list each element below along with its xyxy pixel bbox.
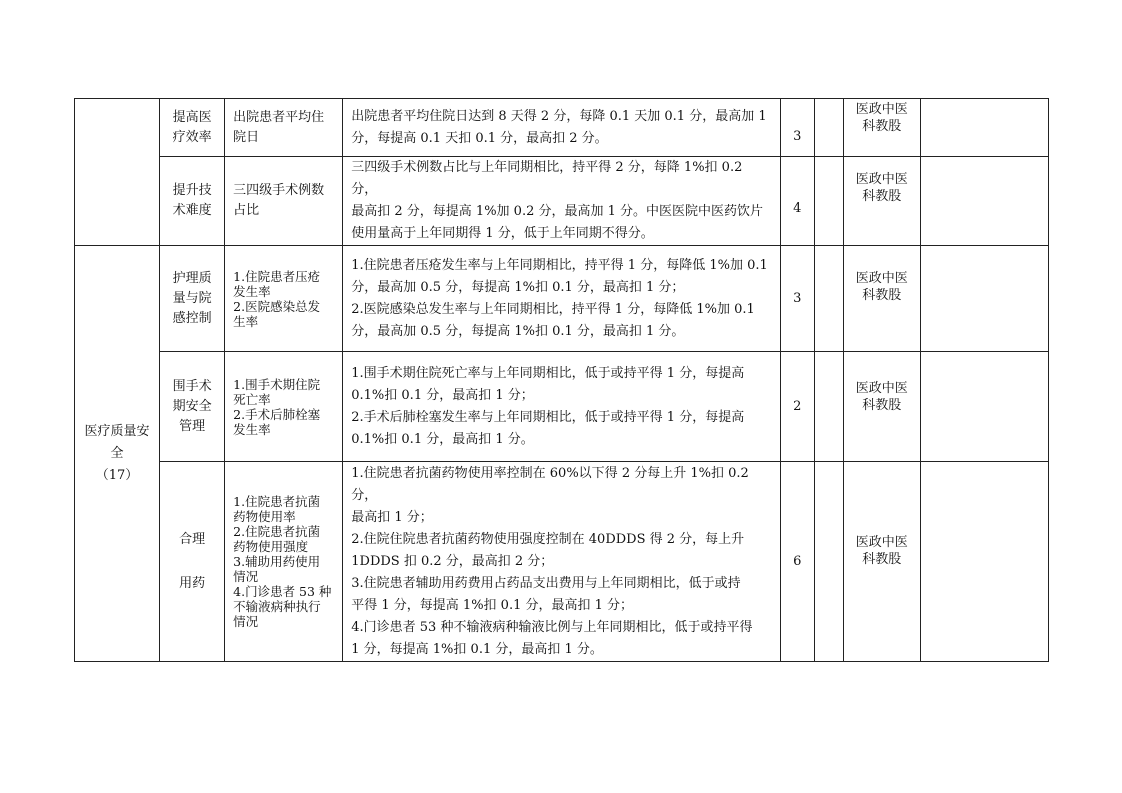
standard-cell <box>343 157 780 246</box>
indicator-line: 生率 <box>233 313 259 329</box>
dept-line: 医政中医 <box>855 271 908 286</box>
score-cell: 3 <box>780 246 814 352</box>
standard-line: 3.住院患者辅助用药费用占药品支出费用与上年同期相比，低于或持 <box>351 575 741 591</box>
score-cell: 6 <box>780 462 814 662</box>
indicator-line: 药物使用率 <box>233 509 296 524</box>
table-row <box>75 99 1049 157</box>
category-cell-empty <box>75 99 160 246</box>
standard-line: 使用量高于上年同期得 1 分，低于上年同期不得分。 <box>351 226 654 241</box>
dept-line: 科教股 <box>862 398 902 413</box>
category-score: （17） <box>95 467 139 483</box>
indicator-line: 药物使用强度 <box>233 539 309 554</box>
table-row <box>75 352 1049 462</box>
indicator-line: 1.住院患者抗菌 <box>233 494 321 509</box>
subcategory-line: 疗效率 <box>172 129 212 145</box>
blank-cell <box>814 246 843 352</box>
subcategory-line: 护理质 <box>172 270 212 286</box>
indicator-cell <box>225 462 343 662</box>
dept-line: 医政中医 <box>855 381 908 396</box>
standard-cell <box>343 99 780 157</box>
note-cell <box>920 462 1048 662</box>
indicator-line: 情况 <box>233 614 259 629</box>
assessment-table <box>74 98 1049 662</box>
standard-cell <box>343 462 780 662</box>
subcategory-cell <box>160 246 225 352</box>
table-row <box>75 462 1049 662</box>
dept-cell <box>843 99 920 157</box>
score-cell: 2 <box>780 352 814 462</box>
indicator-line: 3.辅助用药使用 <box>233 554 321 569</box>
subcategory-line: 量与院 <box>172 290 212 306</box>
standard-line: 分，最高加 0.5 分，每提高 1%扣 0.1 分，最高扣 1 分。 <box>351 323 685 339</box>
dept-line: 科教股 <box>862 119 902 134</box>
indicator-line: 2.医院感染总发 <box>233 298 321 314</box>
indicator-line: 占比 <box>233 203 260 218</box>
standard-line: 2.住院住院患者抗菌药物使用强度控制在 40DDDS 得 2 分，每上升 <box>351 531 745 547</box>
standard-line: 0.1%扣 0.1 分，最高扣 1 分； <box>351 387 534 403</box>
standard-line: 1.住院患者抗菌药物使用率控制在 60%以下得 2 分每上升 1%扣 0.2 分， <box>351 465 749 503</box>
category-label: 全 <box>110 445 124 461</box>
standard-line: 三四级手术例数占比与上年同期相比，持平得 2 分，每降 1%扣 0.2 分， <box>351 160 743 197</box>
note-cell <box>920 157 1048 246</box>
note-cell <box>920 99 1048 157</box>
indicator-cell <box>225 246 343 352</box>
subcategory-cell <box>160 352 225 462</box>
standard-cell <box>343 352 780 462</box>
standard-line: 1.住院患者压疮发生率与上年同期相比，持平得 1 分，每降低 1%加 0.1 <box>351 257 768 273</box>
note-cell <box>920 352 1048 462</box>
indicator-line: 发生率 <box>233 421 271 437</box>
note-cell <box>920 246 1048 352</box>
subcategory-cell <box>160 99 225 157</box>
standard-line: 分，每提高 0.1 天扣 0.1 分，最高扣 2 分。 <box>351 130 608 146</box>
indicator-cell <box>225 352 343 462</box>
standard-line: 最高扣 1 分； <box>351 509 433 525</box>
standard-line: 2.手术后肺栓塞发生率与上年同期相比，低于或持平得 1 分，每提高 <box>351 409 745 425</box>
indicator-line: 1.围手术期住院 <box>233 376 321 392</box>
standard-line: 出院患者平均住院日达到 8 天得 2 分，每降 0.1 天加 0.1 分，最高加 1 <box>351 108 767 124</box>
indicator-line: 出院患者平均住 <box>233 109 325 125</box>
standard-line: 分，最高加 0.5 分，每提高 1%扣 0.1 分，最高扣 1 分； <box>351 279 685 295</box>
standard-line: 1 分，每提高 1%扣 0.1 分，最高扣 1 分。 <box>351 641 603 657</box>
dept-cell <box>843 246 920 352</box>
category-label: 医疗质量安 <box>84 423 150 439</box>
subcategory-cell <box>160 157 225 246</box>
dept-line: 科教股 <box>862 288 902 303</box>
standard-cell <box>343 246 780 352</box>
category-cell <box>75 246 160 662</box>
indicator-line: 发生率 <box>233 283 271 299</box>
subcategory-line: 用药 <box>179 575 206 591</box>
score-cell: 4 <box>780 157 814 246</box>
indicator-line: 情况 <box>233 569 259 584</box>
standard-line: 4.门诊患者 53 种不输液病种输液比例与上年同期相比，低于或持平得 <box>351 619 753 635</box>
dept-line: 科教股 <box>862 189 902 204</box>
indicator-cell <box>225 157 343 246</box>
dept-cell <box>843 157 920 246</box>
standard-line: 1DDDS 扣 0.2 分，最高扣 2 分； <box>351 553 554 569</box>
indicator-line: 不输液病种执行 <box>233 599 321 614</box>
subcategory-line: 提升技 <box>172 183 212 198</box>
dept-line: 医政中医 <box>855 535 908 550</box>
blank-cell <box>814 462 843 662</box>
dept-line: 医政中医 <box>855 102 908 117</box>
standard-line: 最高扣 2 分，每提高 1%加 0.2 分，最高加 1 分。中医医院中医药饮片 <box>351 204 764 219</box>
blank-cell <box>814 352 843 462</box>
standard-line: 0.1%扣 0.1 分，最高扣 1 分。 <box>351 431 534 447</box>
indicator-line: 院日 <box>233 129 260 145</box>
dept-cell <box>843 352 920 462</box>
subcategory-line: 期安全 <box>172 398 212 414</box>
subcategory-line: 提高医 <box>172 109 212 125</box>
standard-line: 平得 1 分，每提高 1%扣 0.1 分，最高扣 1 分； <box>351 597 634 613</box>
standard-line: 2.医院感染总发生率与上年同期相比，持平得 1 分，每降低 1%加 0.1 <box>351 301 755 317</box>
indicator-line: 2.住院患者抗菌 <box>233 524 321 539</box>
subcategory-line: 合理 <box>179 531 206 547</box>
subcategory-line: 感控制 <box>172 310 212 326</box>
indicator-line: 4.门诊患者 53 种 <box>233 584 332 599</box>
dept-cell <box>843 462 920 662</box>
indicator-line: 死亡率 <box>233 391 271 407</box>
score-cell: 3 <box>780 99 814 157</box>
indicator-cell <box>225 99 343 157</box>
indicator-line: 1.住院患者压疮 <box>233 268 321 284</box>
table-row <box>75 246 1049 352</box>
dept-line: 医政中医 <box>855 172 908 187</box>
subcategory-line: 管理 <box>179 418 206 434</box>
indicator-line: 2.手术后肺栓塞 <box>233 406 321 422</box>
subcategory-line: 围手术 <box>172 378 212 394</box>
subcategory-line: 术难度 <box>172 203 212 218</box>
standard-line: 1.围手术期住院死亡率与上年同期相比，低于或持平得 1 分，每提高 <box>351 365 745 381</box>
blank-cell <box>814 157 843 246</box>
blank-cell <box>814 99 843 157</box>
table-row <box>75 157 1049 246</box>
dept-line: 科教股 <box>862 552 902 567</box>
subcategory-cell <box>160 462 225 662</box>
indicator-line: 三四级手术例数 <box>233 183 325 198</box>
